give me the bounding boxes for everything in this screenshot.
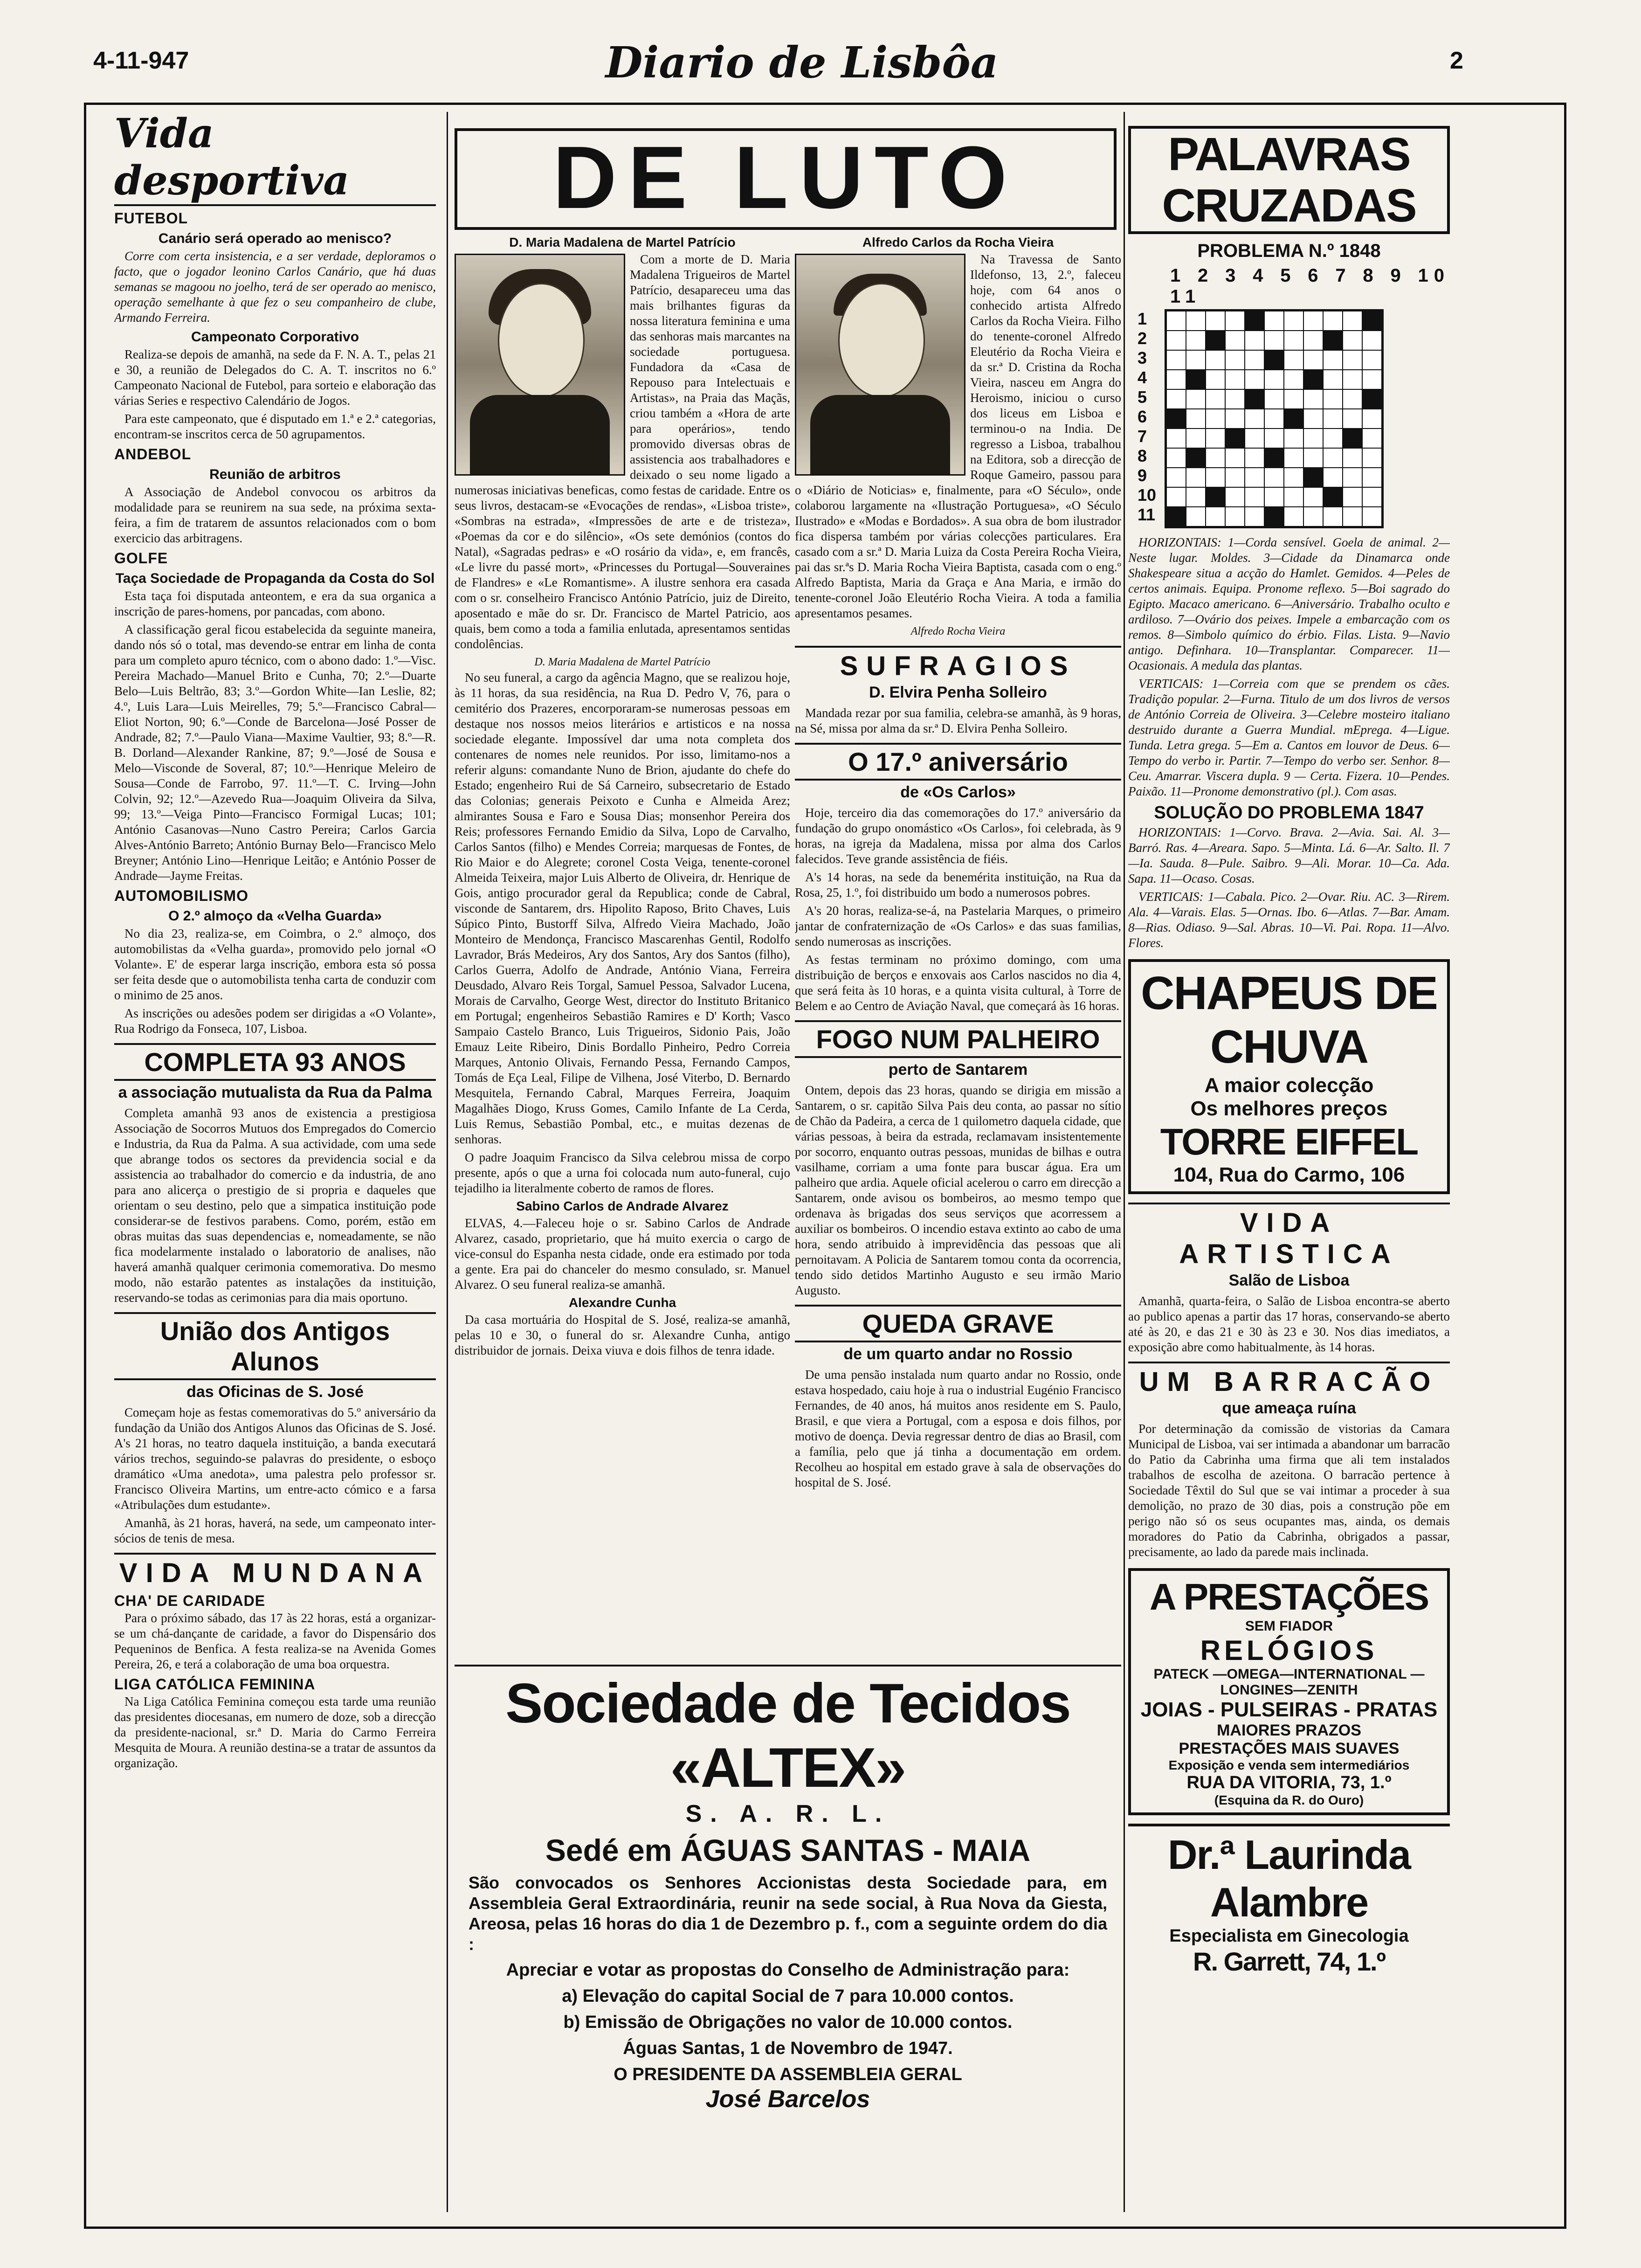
subheadline: de um quarto andar no Rossio bbox=[843, 1345, 1073, 1363]
headline-large: SUFRAGIOS bbox=[795, 646, 1121, 682]
crossword-cell bbox=[1206, 370, 1225, 389]
article-text: Começam hoje as festas comemorativas do 5.º aniversário da fundação da União dos Antigos Alunos das Oficinas de S. José. A's 21 horas, no teatro daquela instituição, a banda executará vários trechos, seguindo-se palavras do presidente, o esboço dramático «Uma anedota», uma palestra pelo professor sr. Francisco Oliveira Martins, um entre-acto cómico e a farsa «Atribulações dum estudante». bbox=[114, 1405, 436, 1512]
sports-column bbox=[114, 107, 436, 2226]
crossword-cell bbox=[1225, 311, 1245, 331]
headline: Campeonato Corporativo bbox=[191, 329, 359, 345]
crossword-cell bbox=[1362, 468, 1382, 487]
crossword-cell bbox=[1284, 468, 1303, 487]
ad-title: Sociedade de Tecidos «ALTEX» bbox=[505, 1672, 1070, 1799]
crossword-cell bbox=[1206, 409, 1225, 429]
obituary-column-2 bbox=[795, 233, 1121, 1662]
crossword-cell bbox=[1362, 331, 1382, 350]
article-text: Por determinação da comissão de vistorias da Camara Municipal de Lisboa, vai ser intimada a abandonar um barracão do Patio da Cabrinha uma firma que ali tem instalados trabalhos de escolha de azeitona. O barracão pertence à Sociedade Têxtil do Sul que se vai intimar a proceder à sua demolição, no prazo de 30 dias, pois a construção põe em perigo não só os seus ocupantes mas, ainda, os demais moradores do Patio da Cabrinha, obrigados a passar, precisamente, ao lado da parede mais inclinada. bbox=[1128, 1422, 1450, 1559]
crossword-cell bbox=[1343, 370, 1362, 389]
crossword-cell bbox=[1284, 311, 1303, 331]
crossword-cell bbox=[1225, 468, 1245, 487]
ad-line: Os melhores preços bbox=[1190, 1097, 1388, 1120]
crossword-cell bbox=[1206, 468, 1225, 487]
article-text: Na Liga Católica Feminina começou esta tarde uma reunião das presidentes diocesanas, em numero de doze, sob a direcção da presidente-nacional, sr.ª D. Maria do Carmo Ferreira Mesquita de Moura. A reunião destina-se a tratar de assuntos da organização. bbox=[114, 1694, 436, 1770]
crossword-cell bbox=[1264, 311, 1284, 331]
clues-vertical: VERTICAIS: 1—Correia com que se prendem os cães. Tradição popular. 2—Furna. Titulo de um dos livros de versos de António Correia de Oliveira. 3—Celebre mosteiro italiano destruido durante a Guerra Mundial. mEprega. 4—Ligue. Tunda. Letra grega. 5—Em a. Cantos em louvor de Deus. 6—Tempo do verbo ir. Partir. 7—Tempo do verbo ser. Senhor. 8—Ceu. Amarrar. Viscera dupla. 9 — Certa. Fizera. 10—Pendes. Paixão. 11—Pronome demonstrativo (pl.). Com asas. bbox=[1128, 677, 1450, 798]
crossword-cell bbox=[1284, 507, 1303, 526]
ad-line: PATECK —OMEGA—INTERNATIONAL —LONGINES—ZENITH bbox=[1153, 1666, 1425, 1698]
crossword-cell bbox=[1323, 487, 1343, 507]
crossword-cell bbox=[1264, 487, 1284, 507]
ad-line: JOIAS - PULSEIRAS - PRATAS bbox=[1140, 1698, 1438, 1721]
crossword-cell bbox=[1186, 468, 1206, 487]
crossword-cell bbox=[1284, 487, 1303, 507]
crossword-cell bbox=[1343, 350, 1362, 370]
crossword-cell bbox=[1343, 448, 1362, 468]
crossword-row-numbers: 1 2 3 4 5 6 7 8 9 10 11 bbox=[1138, 309, 1157, 524]
crossword-cell bbox=[1166, 370, 1186, 389]
ad-line: O PRESIDENTE DA ASSEMBLEIA GERAL bbox=[614, 2065, 962, 2084]
headline-large: União dos Antigos Alunos bbox=[114, 1312, 436, 1380]
crossword-cell bbox=[1245, 350, 1264, 370]
crossword-cell bbox=[1264, 429, 1284, 448]
crossword-cell bbox=[1264, 468, 1284, 487]
crossword-cell bbox=[1362, 389, 1382, 409]
subsection: CHA' DE CARIDADE bbox=[114, 1592, 266, 1609]
crossword-cell bbox=[1166, 311, 1186, 331]
photo-face bbox=[498, 283, 585, 398]
article-text: Esta taça foi disputada anteontem, e era da sua organica a inscrição de pares-homens, por pancadas, com abono. bbox=[114, 589, 436, 618]
headline-large: COMPLETA 93 ANOS bbox=[114, 1043, 436, 1081]
page-date: 4-11-947 bbox=[93, 47, 189, 74]
crossword-cell bbox=[1186, 389, 1206, 409]
crossword-cell bbox=[1186, 331, 1206, 350]
crossword-cell bbox=[1166, 487, 1186, 507]
ad-subtitle: S. A. R. L. bbox=[685, 1800, 890, 1827]
crossword-cell bbox=[1225, 429, 1245, 448]
obituary-column-1 bbox=[455, 233, 790, 1662]
crossword-cell bbox=[1206, 311, 1225, 331]
crossword-cell bbox=[1264, 409, 1284, 429]
crossword-title: PALAVRAS CRUZADAS bbox=[1128, 126, 1450, 234]
crossword-cell bbox=[1206, 507, 1225, 526]
crossword-cell bbox=[1264, 331, 1284, 350]
headline: Taça Sociedade de Propaganda da Costa do Sol bbox=[115, 571, 435, 586]
ad-line: Águas Santas, 1 de Novembro de 1947. bbox=[623, 2039, 953, 2058]
ad-title: CHAPEUS DE CHUVA bbox=[1141, 967, 1437, 1073]
ad-address: 104, Rua do Carmo, 106 bbox=[1173, 1163, 1405, 1186]
crossword-cell bbox=[1225, 370, 1245, 389]
crossword-cell bbox=[1343, 331, 1362, 350]
article-text: Ontem, depois das 23 horas, quando se dirigia em missão a Santarem, o sr. capitão Silva Pais deu conta, ao passar no sítio de Chão da Padeira, a cerca de 1 quilometro daquela cidade, que várias pessoas, à beira da estrada, reclamavam insistentemente por socorro, enquanto outras pessoas, munidas de bilhas e outra vasilhame, corriam a uma fonte para buscar água. Era um palheiro que ardia. Aquele oficial acelerou o carro em direcção a Santarem, onde avisou os bombeiros, ao mesmo tempo que ordenava às brigadas dos seus serviços que acorressem a auxiliar os bombeiros. O incendio estava extinto ao cabo de uma hora, sendo atribuido à imprevidência das pessoas que ali pernoitavam. A Policia de Santarem tomou conta da ocorrencia, tendo sido detidos Martinho Augusto e seu irmão Mario Augusto. bbox=[795, 1083, 1121, 1297]
subsection-auto: AUTOMOBILISMO bbox=[114, 887, 248, 904]
doctor-ad bbox=[1128, 1824, 1450, 1981]
subsection: LIGA CATÓLICA FEMININA bbox=[114, 1676, 316, 1693]
crossword-column-numbers: 1 2 3 4 5 6 7 8 9 10 11 bbox=[1170, 265, 1450, 307]
ad-address: R. Garrett, 74, 1.º bbox=[1193, 1947, 1385, 1976]
crossword-cell bbox=[1362, 350, 1382, 370]
crossword-cell bbox=[1225, 409, 1245, 429]
ad-line: Exposição e venda sem intermediários bbox=[1168, 1758, 1410, 1772]
crossword-cell bbox=[1362, 507, 1382, 526]
portrait-photo bbox=[455, 254, 625, 476]
article-text: A Associação de Andebol convocou os arbitros da modalidade para se reunirem na sua sede, na próxima sexta-feira, a fim de tratarem de assuntos relacionados com o bom exercicio das arbitragens. bbox=[114, 485, 436, 545]
crossword-problem: PROBLEMA N.º 1848 bbox=[1197, 241, 1381, 261]
right-column bbox=[1128, 107, 1450, 2226]
column-rule bbox=[1124, 112, 1125, 2212]
obituary-name: D. Maria Madalena de Martel Patrício bbox=[509, 235, 736, 249]
crossword-cell bbox=[1343, 507, 1362, 526]
crossword-cell bbox=[1225, 507, 1245, 526]
crossword-cell bbox=[1245, 507, 1264, 526]
article-text: Para o próximo sábado, das 17 às 22 horas, está a organizar-se um chá-dançante de caridade, a favor do Dispensário dos Pequeninos de Benfica. A festa realiza-se na Avenida Gomes Pereira, 26, e terá a colaboração de uma boa orquestra. bbox=[114, 1611, 436, 1671]
crossword-cell bbox=[1264, 507, 1284, 526]
article-text: Completa amanhã 93 anos de existencia a prestigiosa Associação de Socorros Mutuos dos Empregados do Comercio e Industria, da Rua da Palma. A sua actividade, com uma sede que abrange todos os sectores da previdencia social e da assistencia ao trabalhador do comercio e da industria, de ano para ano alicerça o prestigio de si propria e daqueles que orientam o seu destino, pelo que a simpatica instituição pode considerar-se de festivos parabens. Como, porém, estão em obras muitas das suas dependencias e, nomeadamente, se não fica modelarmente instalado o laboratorio de analises, não haverá amanhã qualquer cerimonia comemorativa. Do mesmo modo, não estarão patentes as instalações da instituição, reservando-se todas as cerimonias para dia mais oportuno. bbox=[114, 1106, 436, 1305]
subheadline: Salão de Lisboa bbox=[1228, 1272, 1350, 1289]
crossword-cell bbox=[1166, 389, 1186, 409]
crossword-cell bbox=[1225, 350, 1245, 370]
crossword-cell bbox=[1323, 448, 1343, 468]
obituary-title: DE LUTO bbox=[455, 128, 1117, 230]
subsection-futebol: FUTEBOL bbox=[114, 210, 188, 227]
crossword-cell bbox=[1323, 409, 1343, 429]
crossword-cell bbox=[1186, 487, 1206, 507]
crossword-cell bbox=[1323, 331, 1343, 350]
crossword-cell bbox=[1206, 331, 1225, 350]
crossword-cell bbox=[1264, 350, 1284, 370]
crossword-cell bbox=[1303, 448, 1323, 468]
photo-body bbox=[470, 395, 610, 474]
article-text: Mandada rezar por sua familia, celebra-se amanhã, às 9 horas, na Sé, missa por alma da sr.ª D. Elvira Penha Solleiro. bbox=[795, 706, 1121, 735]
article-text: ELVAS, 4.—Faleceu hoje o sr. Sabino Carlos de Andrade Alvarez, casado, proprietario, que há muito exercia o cargo de vice-consul do Espanha nesta cidade, onde era estimado por toda a gente. Era pai do chanceler do mesmo consulado, sr. Manuel Alvarez. O seu funeral realiza-se amanhã. bbox=[455, 1216, 790, 1292]
crossword-cell bbox=[1245, 487, 1264, 507]
crossword-cell bbox=[1245, 448, 1264, 468]
crossword-cell bbox=[1303, 370, 1323, 389]
subheadline: de «Os Carlos» bbox=[900, 783, 1016, 801]
crossword-cell bbox=[1284, 370, 1303, 389]
crossword-cell bbox=[1225, 448, 1245, 468]
crossword bbox=[1128, 309, 1450, 528]
article-text: Com a morte de D. Maria Madalena Trigueiros de Martel Patrício, desapareceu uma das mais brilhantes figuras da nossa literatura feminina e uma das senhoras mais marcantes na sociedade portuguesa. Fundadora da «Casa de Repouso para Intelectuais e Artistas», na Praia das Maçãs, criou também a «Hora de arte para operários», tendo promovido diversas obras de assistencia aos trabalhadores e deixado o seu nome ligado a numerosas iniciativas beneficas, como festas de caridade. Entre os seus livros, destacam-se «Evocações de rendas», «Lisboa triste», «Sombras na estrada», «Impressões de arte e de tristeza», «Poemas da cor e do silêncio», «Os sete demónios (contos do Natal), «Sagradas pedras» e «O rosário da vida», e, em francês, «Le livre du passé mort», «Princesses du Portugal—Souveraines de Flandres» e «Le Romantisme». A ilustre senhora era casada com o sr. conselheiro Francisco António Patrício, juiz de Direito, aposentado e mãe do sr. Dr. Francisco de Martel Patricio, aos quais, bem como a toda a familia enlutada, apresentamos sentidas condolências. bbox=[455, 252, 790, 651]
crossword-cell bbox=[1186, 409, 1206, 429]
headline-large: FOGO NUM PALHEIRO bbox=[795, 1020, 1121, 1058]
ad-line: MAIORES PRAZOS bbox=[1217, 1722, 1361, 1739]
article-text: De uma pensão instalada num quarto andar no Rossio, onde estava hospedado, caiu hoje à rua o industrial Eugénio Francisco Fernandes, de 40 anos, há muitos anos residente em S. Paulo, Brasil, e que viera a Portugal, com a esposa e dois filhos, por motivo de doença. Devia regressar dentro de dias ao Brasil, com a família, pelo que já tinha a documentação em ordem. Recolheu ao hospital em estado grave à sala de observações do hospital de S. José. bbox=[795, 1368, 1121, 1489]
article-text: Amanhã, às 21 horas, haverá, na sede, um campeonato inter-sócios de tenis de mesa. bbox=[114, 1516, 436, 1545]
crossword-cell bbox=[1284, 448, 1303, 468]
crossword-cell bbox=[1323, 311, 1343, 331]
crossword-cell bbox=[1186, 448, 1206, 468]
crossword-cell bbox=[1284, 429, 1303, 448]
article-text: Realiza-se depois de amanhã, na sede da F. N. A. T., pelas 21 e 30, a reunião de Delegados do C. A. T. inscritos no 6.º Campeonato Nacional de Futebol, para sorteio e elaboração das várias Series e respectivo Calendário de Jogos. bbox=[114, 347, 436, 408]
crossword-cell bbox=[1323, 429, 1343, 448]
crossword-cell bbox=[1323, 507, 1343, 526]
crossword-cell bbox=[1225, 331, 1245, 350]
ad-title: A PRESTAÇÕES bbox=[1149, 1576, 1429, 1618]
headline-large: VIDA MUNDANA bbox=[114, 1553, 436, 1589]
headline: Canário será operado ao menisco? bbox=[158, 231, 392, 246]
crossword-cell bbox=[1284, 389, 1303, 409]
crossword-cell bbox=[1284, 350, 1303, 370]
ad-body: São convocados os Senhores Accionistas desta Sociedade para, em Assembleia Geral Extraordinária, reunir na sede social, à Rua Nova da Giesta, Areosa, pelas 16 horas do dia 1 de Dezembro p. f., com a seguinte ordem do dia : bbox=[469, 1873, 1107, 1954]
crossword-cell bbox=[1343, 311, 1362, 331]
altex-notice bbox=[455, 1665, 1121, 2113]
solution-horizontal: HORIZONTAIS: 1—Corvo. Brava. 2—Avia. Sai. Al. 3—Barró. Ras. 4—Areara. Sapo. 5—Minta. Lá. 6—Ar. Salto. Il. 7—Ia. Sauda. 8—Pule. Saibro. 9—Ali. Morar. 10—Ca. Ada. Sapa. 11—Ocaso. Cosas. bbox=[1128, 825, 1450, 885]
ad-address: RUA DA VITORIA, 73, 1.º bbox=[1186, 1773, 1392, 1792]
crossword-cell bbox=[1166, 350, 1186, 370]
article-text: A's 20 horas, realiza-se-á, na Pastelaria Marques, o primeiro jantar de confraternização de «Os Carlos» e das suas familias, sendo numerosas as inscrições. bbox=[795, 904, 1121, 948]
obituary-name: Alexandre Cunha bbox=[568, 1295, 676, 1310]
photo-caption: D. Maria Madalena de Martel Patrício bbox=[534, 656, 710, 668]
article-text: Corre com certa insistencia, e a ser verdade, deploramos o facto, que o jogador leonino Carlos Canário, que há duas semanas se magoou no joelho, terá de ser operado ao menisco, operação semelhante à que fez o seu companheiro de clube, Armando Ferreira. bbox=[114, 249, 436, 325]
crossword-cell bbox=[1264, 448, 1284, 468]
crossword-cell bbox=[1245, 409, 1264, 429]
article-text: A classificação geral ficou estabelecida da seguinte maneira, dando nós só o total, mas devendo-se entrar em linha de conta para um completo apuro técnico, com o abono dado: 1.º—Visc. Pereira Machado—Manuel Brito e Cunha, 70; 2.º—Duarte Belo—Luis Beltrão, 83; 3.º—Gordon White—Ian Leslie, 82; 4.º, Luis Lara—Luis Meirelles, 79; 5.º—Francisco Cabral—Eliot Norton, 90; 6.º—Conde de Barcelona—José Posser de Andrade, 82; 7.º—Paulo Viana—Maxime Vaultier, 93; 8.º—R. B. Dorland—Alexander Rankine, 87; 9.º—José de Sousa e Melo—Visconde de Soveral, 87; 10.º—Henrique Meleiro de Sousa—Conde de Farrobo, 97. 11.º—T. C. Irving—John Colvin, 92; 12.º—Azevedo Rua—Joaquim Oliveira da Silva, 99; 13.º—Veiga Pinto—Francisco Formigal Lucas; 101; António Casanovas—Nuno Castro Pereira; Carlos Garcia Alves-António Barreto; António Burnay Belo—Francisco Melo Breyner; António Lino—Henrique Leitão; e António Posser de Andrade—Jayme Freitas. bbox=[114, 622, 436, 883]
crossword-cell bbox=[1186, 350, 1206, 370]
ad-heading: Sedé em ÁGUAS SANTAS - MAIA bbox=[545, 1833, 1031, 1867]
crossword-cell bbox=[1303, 350, 1323, 370]
subsection-andebol: ANDEBOL bbox=[114, 446, 192, 463]
crossword-cell bbox=[1245, 468, 1264, 487]
headline-large: UM BARRACÃO bbox=[1128, 1362, 1450, 1397]
crossword-cell bbox=[1323, 370, 1343, 389]
crossword-cell bbox=[1225, 487, 1245, 507]
crossword-cell bbox=[1323, 350, 1343, 370]
crossword-cell bbox=[1245, 331, 1264, 350]
ad-brand: TORRE EIFFEL bbox=[1160, 1121, 1418, 1162]
crossword-cell bbox=[1186, 311, 1206, 331]
crossword-cell bbox=[1245, 370, 1264, 389]
ad-line: A maior colecção bbox=[1204, 1074, 1374, 1097]
ad-brand: RELÓGIOS bbox=[1200, 1635, 1378, 1666]
subheadline: perto de Santarem bbox=[888, 1061, 1028, 1079]
article-text: Para este campeonato, que é disputado em 1.ª e 2.ª categorias, encontram-se inscritos cerca de 50 agrupamentos. bbox=[114, 412, 436, 441]
solution-vertical: VERTICAIS: 1—Cabala. Pico. 2—Ovar. Riu. AC. 3—Rirem. Ala. 4—Varais. Elas. 5—Ornas. Ibo. 6—Atlas. 7—Bar. Amam. 8—Rias. Odiaso. 9—Sal. Abras. 10—Vi. Pai. Ropa. 11—Alvo. Flores. bbox=[1128, 890, 1450, 950]
obituary-name: Alfredo Carlos da Rocha Vieira bbox=[862, 235, 1054, 249]
photo-caption: Alfredo Rocha Vieira bbox=[910, 625, 1006, 637]
crossword-cell bbox=[1284, 409, 1303, 429]
article-text: Na Travessa de Santo Ildefonso, 13, 2.º, faleceu hoje, com 64 anos o conhecido artista Alfredo Carlos da Rocha Vieira. Filho do tenente-coronel Alfredo Eleutério da Rocha Vieira e da sr.ª D. Cristina da Rocha Vieira, nasceu em Angra do Heroismo, iniciou o curso dos liceus em Lisboa e terminou-o na India. De regresso a Lisboa, trabalhou na Editora, sob a direcção de Roque Gameiro, passou para o «Diário de Noticias» e, finalmente, para «O Século», onde colaborou largamente na «Ilustração Portuguesa», «O Século Ilustrado» e «Modas e Bordados». A sua obra de bom ilustrador fica dispersa também por várias colecções particulares. Era casado com a sr.ª D. Maria Luiza da Costa Pereira Rocha Vieira, pai das sr.ªs D. Maria Rocha Vieira Baptista, casada com o eng.º Alfredo Baptista, Maria da Graça e Ana Maria, e irmão do tenente-coronel João Eleutério Rocha Vieira. A toda a familia apresentamos pesames. bbox=[795, 252, 1121, 620]
article-text: Amanhã, quarta-feira, o Salão de Lisboa encontra-se aberto ao publico apenas a partir das 17 horas, conservando-se aberto até às 20, e das 21 e 30 às 23 e 30. Nos dias imediatos, a exposição abre como habitualmente, às 14 horas. bbox=[1128, 1294, 1450, 1354]
crossword-cell bbox=[1206, 429, 1225, 448]
crossword-cell bbox=[1206, 389, 1225, 409]
crossword-cell bbox=[1166, 429, 1186, 448]
obituary-name: Sabino Carlos de Andrade Alvarez bbox=[516, 1199, 729, 1213]
crossword-cell bbox=[1245, 389, 1264, 409]
article-text: No dia 23, realiza-se, em Coimbra, o 2.º almoço, dos automobilistas da «Velha guarda», promovido pelo jornal «O Volante». E' de esperar larga inscrição, embora esta só possa ser feita desde que o automobilista tenha carta de conduzir com o minimo de 25 anos. bbox=[114, 927, 436, 1002]
solution-title: SOLUÇÃO DO PROBLEMA 1847 bbox=[1154, 803, 1424, 823]
crossword-cell bbox=[1206, 448, 1225, 468]
ad-line: PRESTAÇÕES MAIS SUAVES bbox=[1179, 1740, 1400, 1757]
column-rule bbox=[447, 112, 448, 2212]
crossword-cell bbox=[1166, 409, 1186, 429]
article-text: A's 14 horas, na sede da benemérita instituição, na Rua da Rosa, 25, 1.º, foi distribuido um bodo a numerosos pobres. bbox=[795, 870, 1121, 899]
article-text: As festas terminam no próximo domingo, com uma distribuição de berços e enxovais aos Carlos nascidos no dia 4, que será feita às 10 horas, e a quinta visita cultural, à Torre de Belem e ao Centro de Aviação Naval, que começará às 16 horas. bbox=[795, 953, 1121, 1013]
subheadline: a associação mutualista da Rua da Palma bbox=[118, 1084, 432, 1101]
headline-large: VIDA ARTISTICA bbox=[1128, 1203, 1450, 1270]
headline: Reunião de arbitros bbox=[209, 467, 341, 482]
crossword-cell bbox=[1362, 429, 1382, 448]
clues-horizontal: HORIZONTAIS: 1—Corda sensível. Goela de animal. 2—Neste lugar. Moldes. 3—Cidade da Dinamarca onde Shakespeare situa a acção do Hamlet. Gemidos. 4—Peles de certos animais. Equipa. Pronome reflexo. 5—Boi sagrado do Egipto. Macaco americano. 6—Aniversário. Trabalho oculto e ardiloso. 7—Ovário dos peixes. Impele a embarcação com os remos. 8—Simbolo químico do érbio. Filas. Lista. 9—Navio antigo. Definhara. 10—Transplantar. Comparecer. 11—Ocasionais. A medula das plantas. bbox=[1128, 535, 1450, 672]
ad-line: b) Emissão de Obrigações no valor de 10.000 contos. bbox=[563, 2012, 1013, 2032]
article-text: No seu funeral, a cargo da agência Magno, que se realizou hoje, às 11 horas, da sua residência, na Rua D. Pedro V, 76, para o cemitério dos Prazeres, encorporaram-se numerosas pessoas em destaque nos nossos meios literários e artisticos e na nossa sociedade elegante. Impossível dar uma nota completa dos contenares de nomes nele reunidos. Por isso, limitamo-nos a referir alguns: comandante Nuno de Brion, ajudante do chefe do Estado; engenheiro Rui de Sá Carneiro, subsecretario de Estado das Colonias; generais Peixoto e Cunha e Almeida Arez; almirantes Sousa e Faro e Sousa Dias; monsenhor Pereira dos Reis; professores Fernando Emidio da Silva, Lopo de Carvalho, Carlos Santos (filho) e Mendes Correia; marquesas de Fontes, de Rio Maior e do Alegrete; coronel Costa Veiga, tenente-coronel Almeida Teixeira, major Luis Alberto de Oliveira, dr. Henrique de Gois, antigo procurador geral da Republica; conde de Cabral, visconde de Santarem, drs. Hipolito Raposo, Brito Chaves, Luis Súpico Pinto, Bustorff Silva, Alfredo Vieira Machado, João Monteiro de Mendonça, Francisco Mascarenhas Gentil, Rodolfo Lavrador, Brás Medeiros, Ary dos Santos, Ary dos Santos (filho), Carlos Guerra, Adolfo de Andrade, António Viana, Ferreira Deusdado, Alvaro Reis Torgal, Samuel Pessoa, Salvador Lucena, Morais de Carvalho, George West, director do Instituto Britanico em Portugal; engenheiros Sebastião Ramires e D' Korth; Vasco Sampaio Castelo Branco, Luis Trigueiros, Sidonio Pais, João Emauz Leite Ribeiro, Dinis Bordallo Pinheiro, Pedro Correia Marques, Antonio Olivais, Fernando Pessa, Fernando Campos, Tomás de Eça Leal, Filipe de Vilhena, José Viterbo, D. Bernardo Mesquitela, Fernando Cabral, Marques Ferreira, Joaquim Magalhães Diogo, Kruss Gomes, Camilo Infante de La Cerda, Luis Remus, Sebastião Pombal, etc., e muitas dezenas de senhoras. bbox=[455, 671, 790, 1146]
crossword-cell bbox=[1206, 350, 1225, 370]
crossword-cell bbox=[1323, 389, 1343, 409]
crossword-cell bbox=[1264, 370, 1284, 389]
crossword-cell bbox=[1303, 468, 1323, 487]
crossword-cell bbox=[1166, 507, 1186, 526]
crossword-cell bbox=[1186, 429, 1206, 448]
article-text: Da casa mortuária do Hospital de S. José, realiza-se amanhã, pelas 10 e 30, o funeral do sr. Alexandre Cunha, antigo distribuidor de jornais. Deixa viuva e dois filhos de tenra idade. bbox=[455, 1313, 790, 1357]
crossword-cell bbox=[1264, 389, 1284, 409]
ad-title: Dr.ª Laurinda Alambre bbox=[1167, 1832, 1410, 1925]
ad-signature: José Barcelos bbox=[705, 2086, 870, 2113]
crossword-cell bbox=[1284, 331, 1303, 350]
crossword-cell bbox=[1343, 487, 1362, 507]
article-text: O padre Joaquim Francisco da Silva celebrou missa de corpo presente, após o que a urna foi colocada num auto-funeral, cujo tejadilho ia literalmente coberto de ramos de flores. bbox=[455, 1150, 790, 1195]
article-text: As inscrições ou adesões podem ser dirigidas a «O Volante», Rua Rodrigo da Fonseca, 107, Lisboa. bbox=[114, 1006, 436, 1036]
crossword-cell bbox=[1186, 370, 1206, 389]
crossword-cell bbox=[1225, 389, 1245, 409]
crossword-cell bbox=[1166, 468, 1186, 487]
subheadline: D. Elvira Penha Solleiro bbox=[869, 684, 1047, 701]
crossword-cell bbox=[1303, 429, 1323, 448]
crossword-cell bbox=[1245, 311, 1264, 331]
masthead: Diario de Lisbôa bbox=[605, 37, 999, 88]
photo-face bbox=[838, 283, 925, 398]
subheadline: que ameaça ruína bbox=[1222, 1399, 1356, 1417]
crossword-cell bbox=[1343, 409, 1362, 429]
crossword-cell bbox=[1362, 311, 1382, 331]
crossword-cell bbox=[1303, 409, 1323, 429]
crossword-cell bbox=[1303, 487, 1323, 507]
crossword-cell bbox=[1303, 507, 1323, 526]
crossword-cell bbox=[1186, 507, 1206, 526]
ad-line: (Esquina da R. do Ouro) bbox=[1214, 1793, 1364, 1807]
crossword-grid bbox=[1165, 309, 1384, 528]
photo-body bbox=[810, 395, 950, 474]
headline-large: O 17.º aniversário bbox=[795, 743, 1121, 781]
section-title: Vida desportiva bbox=[114, 110, 436, 206]
crossword-cell bbox=[1362, 409, 1382, 429]
ad-line: a) Elevação do capital Social de 7 para 10.000 contos. bbox=[562, 1986, 1014, 2006]
ad-line: SEM FIADOR bbox=[1245, 1618, 1333, 1634]
crossword-cell bbox=[1303, 389, 1323, 409]
crossword-cell bbox=[1303, 331, 1323, 350]
umbrella-ad bbox=[1128, 959, 1450, 1194]
headline: O 2.º almoço da «Velha Guarda» bbox=[168, 908, 382, 924]
ad-line: Especialista em Ginecologia bbox=[1169, 1926, 1409, 1946]
headline-large: QUEDA GRAVE bbox=[795, 1305, 1121, 1342]
crossword-cell bbox=[1323, 468, 1343, 487]
crossword-cell bbox=[1245, 429, 1264, 448]
obituary-banner bbox=[455, 128, 1117, 230]
crossword-cell bbox=[1303, 311, 1323, 331]
article-text: Hoje, terceiro dia das comemorações do 17.º aniversário da fundação do grupo onomástico «Os Carlos», foi celebrada, às 9 horas, na igreja da Madalena, missa por alma dos Carlos falecidos. Teve grande assistência de fiéis. bbox=[795, 806, 1121, 866]
crossword-cell bbox=[1343, 468, 1362, 487]
crossword-cell bbox=[1343, 389, 1362, 409]
subheadline: das Oficinas de S. José bbox=[186, 1383, 364, 1401]
crossword-cell bbox=[1362, 487, 1382, 507]
ad-line: Apreciar e votar as propostas do Conselho de Administração para: bbox=[506, 1960, 1070, 1980]
crossword-cell bbox=[1362, 448, 1382, 468]
crossword-cell bbox=[1166, 331, 1186, 350]
crossword-cell bbox=[1166, 448, 1186, 468]
subsection-golfe: GOLFE bbox=[114, 550, 168, 567]
page-number: 2 bbox=[1450, 47, 1463, 74]
portrait-photo bbox=[795, 254, 965, 476]
crossword-cell bbox=[1362, 370, 1382, 389]
crossword-cell bbox=[1206, 487, 1225, 507]
watches-ad bbox=[1128, 1568, 1450, 1815]
crossword-cell bbox=[1343, 429, 1362, 448]
